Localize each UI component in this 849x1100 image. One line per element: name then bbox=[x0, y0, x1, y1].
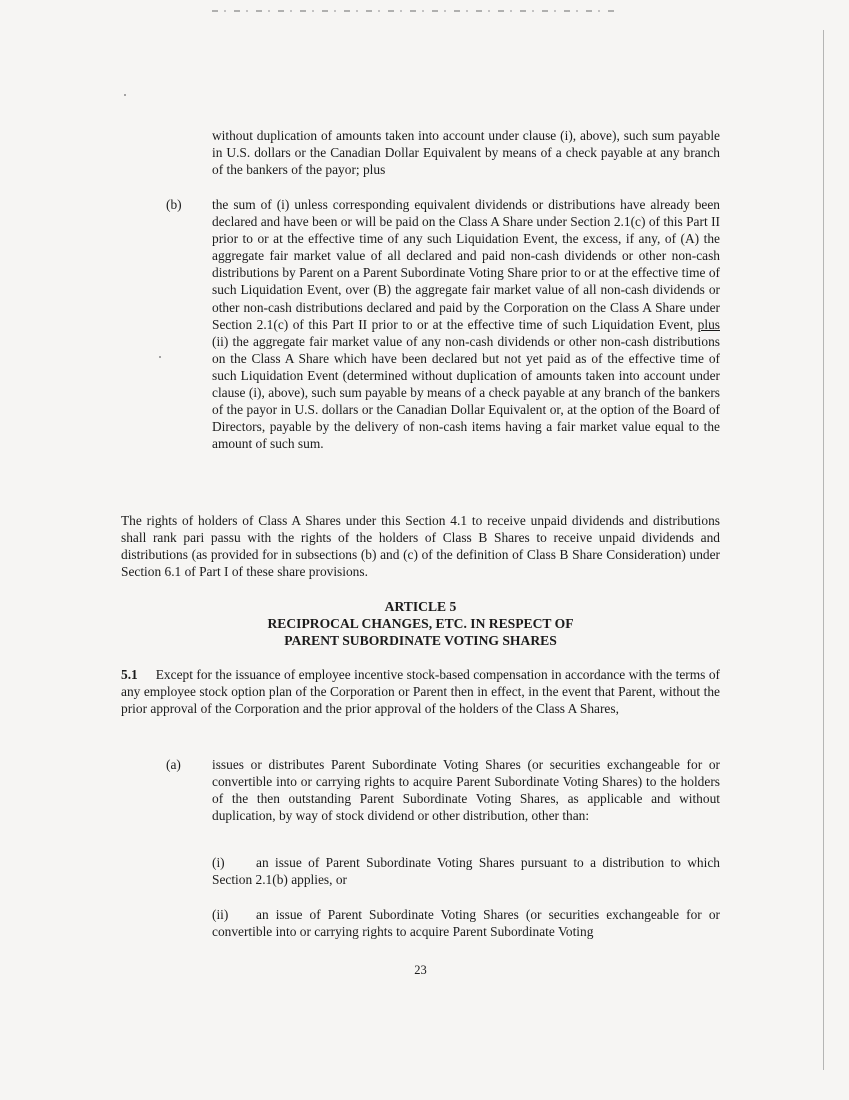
scan-speck bbox=[124, 94, 126, 96]
subclause-i-text: an issue of Parent Subordinate Voting Shares pursuant to a distribution to which Section 2.1(b) applies, or bbox=[212, 855, 720, 888]
subclause-i-paragraph bbox=[212, 854, 720, 888]
rights-paragraph bbox=[121, 512, 720, 580]
subclause-ii bbox=[212, 906, 720, 940]
scan-speck bbox=[159, 356, 161, 358]
section-5-1 bbox=[121, 666, 720, 717]
clause-b-text-part1: the sum of (i) unless corresponding equivalent dividends or distributions have already been declared and have been or will be paid on the Class A Share under Section 2.1(c) of this Part II prior to or at the effective time of any such Liquidation Event, the excess, if any, of (A) the aggregate fair market value of all declared and paid non-cash dividends or other non-cash distributions by Parent on a Parent Subordinate Voting Share prior to or at the effective time of such Liquidation Event, over (B) the aggregate fair market value of all non-cash dividends or other non-cash distributions declared and paid by the Corporation on the Class A Share under Section 2.1(c) of this Part II prior to or at the effective time of such Liquidation Event, bbox=[212, 197, 720, 332]
clause-b-plus: plus bbox=[697, 316, 720, 332]
clause-a-text: issues or distributes Parent Subordinate Voting Shares (or securities exchangeable for or convertible into or carrying rights to acquire Parent Subordinate Voting Shares) to the holders of the then outstanding Parent Subordinate Voting Shares, as applicable and without duplication, by way of stock dividend or other distribution, other than: bbox=[212, 757, 720, 824]
article-5-heading bbox=[121, 598, 720, 650]
article-number: ARTICLE 5 bbox=[384, 599, 457, 614]
subclause-i-label: (i) bbox=[212, 855, 225, 870]
continuation-text: without duplication of amounts taken into account under clause (i), above), such sum payable in U.S. dollars or the Canadian Dollar Equivalent by means of a check payable at any branch of the bankers of the payor; plus bbox=[212, 128, 720, 178]
clause-a bbox=[166, 756, 720, 824]
clause-b-text bbox=[212, 196, 720, 452]
section-5-1-text: Except for the issuance of employee incentive stock-based compensation in accordance with the terms of any employee stock option plan of the Corporation or Parent then in effect, in the event that Parent, without the prior approval of the Corporation and the prior approval of the holders of the Class A Shares, bbox=[121, 667, 720, 717]
clause-a-label: (a) bbox=[166, 757, 181, 772]
subclause-i bbox=[212, 854, 720, 888]
clause-b-label: (b) bbox=[166, 197, 182, 212]
rights-text: The rights of holders of Class A Shares under this Section 4.1 to receive unpaid dividends and distributions shall rank pari passu with the rights of the holders of Class B Shares to receive unpaid dividends and distributions (as provided for in subsections (b) and (c) of the definition of Class B Share Consideration) under Section 6.1 of Part I of these share provisions. bbox=[121, 513, 720, 580]
subclause-ii-paragraph bbox=[212, 906, 720, 940]
subclause-ii-label: (ii) bbox=[212, 907, 229, 922]
section-5-1-paragraph bbox=[121, 666, 720, 717]
clause-b-text-part2: (ii) the aggregate fair market value of any non-cash dividends or other non-cash distributions on the Class A Share which have been declared but not yet paid as of the effective time of such Liquidation Event (determined without duplication of amounts taken into account under clause (i), above), such sum payable by means of a check payable at any branch of the bankers of the payor in U.S. dollars or the Canadian Dollar Equivalent or, at the option of the Board of Directors, payable by the delivery of non-cash items having a fair market value equal to the amount of such sum. bbox=[212, 333, 720, 452]
scan-artifact-right-edge bbox=[823, 30, 824, 1070]
page-number: 23 bbox=[414, 963, 427, 977]
clause-b bbox=[166, 196, 720, 452]
continuation-paragraph bbox=[212, 127, 720, 178]
article-title-line1: RECIPROCAL CHANGES, ETC. IN RESPECT OF bbox=[267, 616, 574, 632]
section-5-1-number: 5.1 bbox=[121, 667, 138, 682]
subclause-ii-text: an issue of Parent Subordinate Voting Shares (or securities exchangeable for or convertible into or carrying rights to acquire Parent Subordinate Voting bbox=[212, 907, 720, 940]
scan-artifact-top bbox=[212, 10, 617, 12]
article-title-line2: PARENT SUBORDINATE VOTING SHARES bbox=[284, 633, 557, 649]
